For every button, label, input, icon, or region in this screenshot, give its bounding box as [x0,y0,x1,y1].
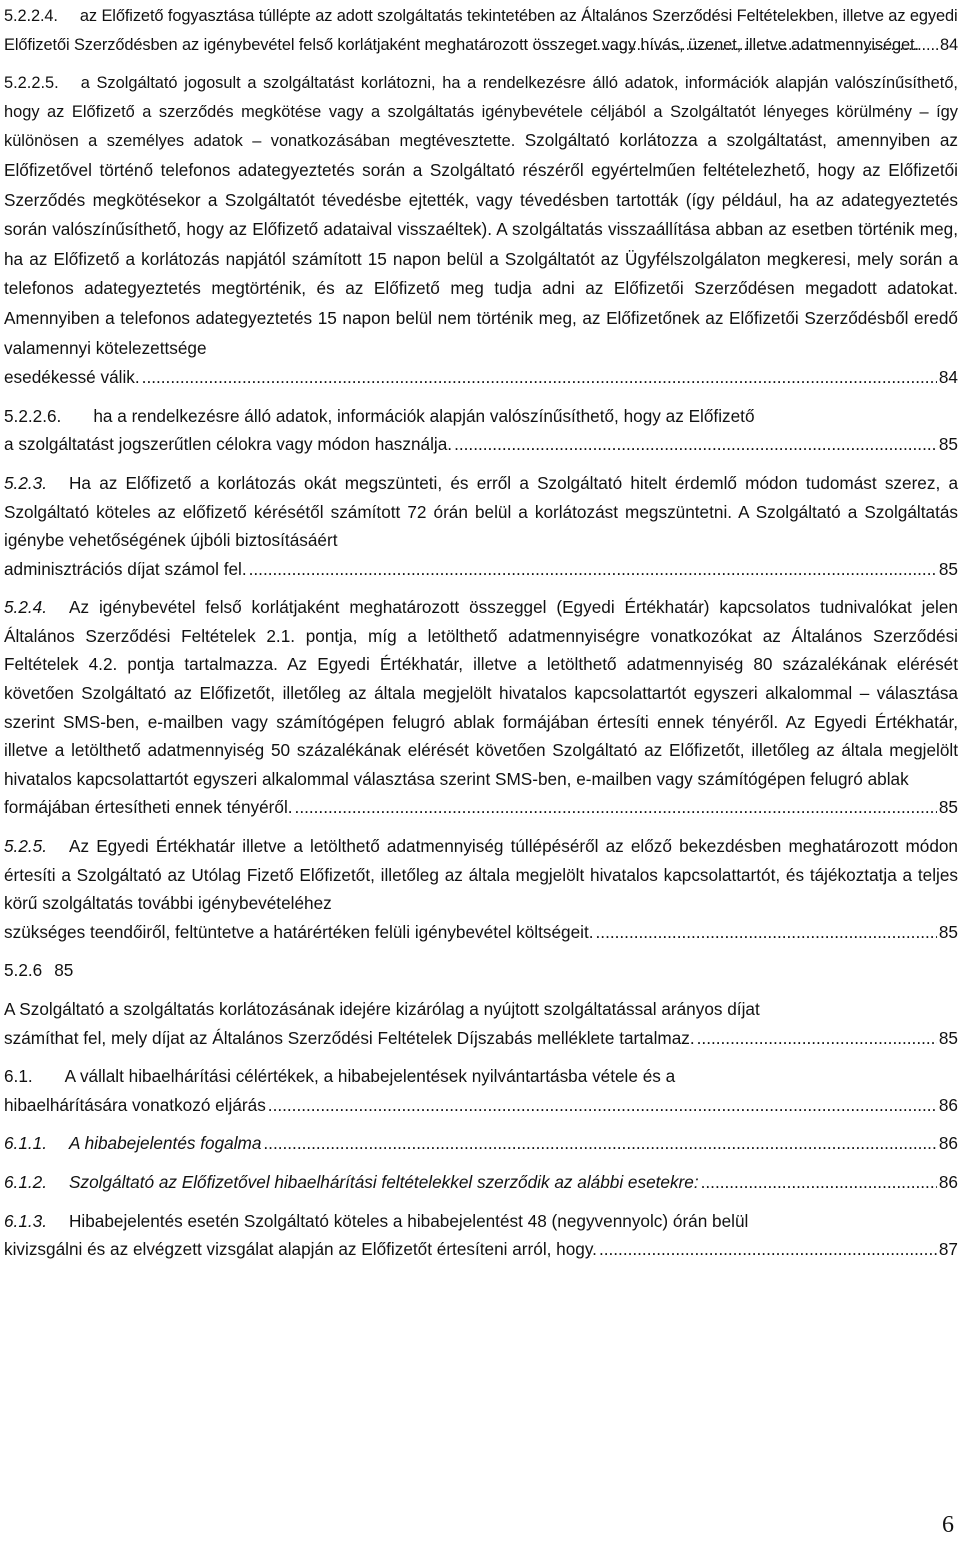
entry-page-number: 84 [939,35,958,54]
entry-text-last-line: esedékessé válik. [4,367,140,388]
toc-entry-5-2-6-text[interactable] [4,995,958,1052]
toc-entry-6-1-3[interactable] [4,1207,958,1264]
entry-number: 5.2.6 [4,960,43,981]
leader-dots [599,1235,937,1264]
entry-number: 6.1.1. [4,1133,48,1154]
leader-dots [295,793,937,822]
entry-text: A vállalt hibaelhárítási célértékek, a hibabejelentések nyilvántartásba vétele és a [64,1066,676,1087]
toc-entry-5-2-5[interactable] [4,832,958,946]
entry-text-last-line: a szolgáltatást jogszerűtlen célokra vagy módon használja. [4,434,453,455]
entry-number: 5.2.2.6. [4,405,62,426]
entry-text: Az igénybevétel felső korlátjaként meghatározott összeggel (Egyedi Értékhatár) kapcsolatos tudnivalókat jelen Általános Szerződési Feltételek 2.1. pontja, míg a letölthető adatmennyiségre vonatkozókat az Általános Szerződési Feltételek 4.2. pontja tartalmazza. Az Egyedi Értékhatár, illetve a letölthető adatmennyiség 80 százalékának elérését követően Szolgáltató az Előfizetőt, illetőleg az általa megjelölt hivatalos kapcsolattartót egyszeri alkalommal – választása szerint SMS-ben, e-mailben vagy számítógépen felugró ablak formájában értesíti ennek tényéről. Az Egyedi Értékhatár, illetve a letölthető adatmennyiség 50 százalékának elérését követően Szolgáltató az Előfizetőt, illetőleg az általa megjelölt hivatalos kapcsolattartót egyszeri alkalommal választása szerint SMS-ben, e-mailben vagy számítógépen felugró ablak [4,597,958,789]
toc-entry-5-2-2-5[interactable] [4,69,958,392]
entry-page-number: 85 [938,434,958,455]
entry-number: 6.1. [4,1066,33,1087]
entry-text-last-line: kivizsgálni és az elvégzett vizsgálat alapján az Előfizetőt értesíteni arról, hogy. [4,1239,597,1260]
entry-page-number: 86 [938,1171,958,1192]
entry-page-number: 85 [938,1027,958,1048]
entry-text-last-line: szükséges teendőiről, feltüntetve a határértéken felüli igénybevétel költségeit. [4,921,594,942]
toc-entry-5-2-2-6[interactable] [4,402,958,459]
toc-entry-5-2-6[interactable] [4,956,958,985]
entry-page-number: 85 [938,921,958,942]
entry-text: a Szolgáltató jogosult a szolgáltatást korlátozni, ha a rendelkezésre álló adatok, információk alapján valószínűsíthető, hogy az Előfizető a szerződés megkötése vagy a szolgáltatás igénybevétele céljából a Szolgáltatót lényeges körülmény – így különösen a személyes adatok – vonatkozásában megtévesztette. [4,74,958,151]
leader-dots [249,555,937,584]
entry-page-number: 86 [938,1133,958,1154]
entry-number: 5.2.3. [4,472,48,493]
entry-page-number: 87 [938,1239,958,1260]
entry-text: Az Egyedi Értékhatár illetve a letölthető adatmennyiség túllépéséről az előző bekezdésben meghatározott módon értesíti a Szolgáltató az Utólag Fizető Előfizetőt, illetőleg az általa megjelölt hivatalos kapcsolattartót, és tájékoztatja a teljes körű szolgáltatás további igénybevételéhez [4,836,958,914]
toc-entry-6-1-2[interactable] [4,1168,958,1197]
entry-number: 6.1.3. [4,1210,48,1231]
toc-entry-5-2-3[interactable] [4,469,958,583]
entry-text: Hibabejelentés esetén Szolgáltató köteles a hibabejelentést 48 (negyvennyolc) órán belül [69,1210,749,1231]
page-number: 6 [942,1512,954,1538]
leader-dots [454,430,937,459]
entry-text-continued: Szolgáltató korlátozza a szolgáltatást, amennyiben az Előfizetővel történő telefonos adategyeztetés során a Szolgáltató részéről egyértelműen feltételezhető, hogy az Előfizetői Szerződés megkötésekor a Szolgáltatót tévedésbe ejtették, vagy tévedésben tartották (így például, ha az adategyeztetés során valószínűsíthető, hogy az Előfizető adataival visszaéltek). A szolgáltatás visszaállítása abban az esetben történik meg, ha az Előfizető a korlátozás napjától számított 15 napon belül a Szolgáltatót az Ügyfélszolgálaton megkeresi, mely során a telefonos adategyeztetés megtörténik, és az Előfizető meg tudja adni az Előfizetői Szerződésen megadott adatokat. Amennyiben a telefonos adategyeztetés 15 napon belül nem történik meg, az Előfizetőnek az Előfizetői Szerződésből eredő valamennyi kötelezettsége [4,130,959,358]
toc-entry-5-2-2-4[interactable] [4,2,958,59]
leader-dots [268,1091,937,1120]
entry-number: 6.1.2. [4,1171,48,1192]
entry-page-number: 85 [938,558,958,579]
toc-entry-6-1[interactable] [4,1062,958,1119]
entry-text-last-line: számíthat fel, mely díjat az Általános Szerződési Feltételek Díjszabás melléklete tartalmaz. [4,1027,695,1048]
entry-text-last-line: formájában értesítheti ennek tényéről. [4,797,293,818]
toc-entry-5-2-4[interactable] [4,593,958,822]
leader-dots [583,31,938,60]
leader-dots [697,1024,937,1053]
entry-text-last-line: hibaelhárítására vonatkozó eljárás [4,1094,266,1115]
entry-text: Ha az Előfizető a korlátozás okát megszünteti, és erről a Szolgáltató hitelt érdemlő módon tudomást szerez, a Szolgáltató köteles az előfizető kérésétől számított 72 órán belül a korlátozást megszüntetni. A Szolgáltató a Szolgáltatás igénybe vehetőségének újbóli biztosításáért [4,472,958,551]
leader-dots [142,363,937,392]
entry-number: 5.2.2.5. [4,74,59,93]
entry-text: ha a rendelkezésre álló adatok, információk alapján valószínűsíthető, hogy az Előfizető [93,405,755,426]
leader-dots [263,1129,936,1158]
leader-dots [701,1168,937,1197]
entry-page-number: 85 [938,797,958,818]
entry-text: A Szolgáltató a szolgáltatás korlátozásának idejére kizárólag a nyújtott szolgáltatással arányos díjat [4,999,760,1019]
entry-text: Szolgáltató az Előfizetővel hibaelhárítási feltételekkel szerződik az alábbi esetekre: [69,1171,699,1192]
leader-dots [596,918,937,947]
entry-number: 5.2.4. [4,597,48,618]
entry-page-number: 84 [938,367,958,388]
entry-page-number: 85 [54,960,74,981]
entry-text: A hibabejelentés fogalma [69,1133,262,1154]
toc-entry-6-1-1[interactable] [4,1129,958,1158]
entry-page-number: 86 [938,1094,958,1115]
table-of-contents [4,2,958,1274]
entry-text-last-line: adminisztrációs díjat számol fel. [4,558,247,579]
entry-text: az Előfizető fogyasztása túllépte az adott szolgáltatás tekintetében az Általános Szerződési Feltételekben, illetve az egyedi Előfizetői Szerződésben az igénybevétel felső korlátjaként meghatározott összeget vagy hívás, üzenet, illetve adatmennyiséget. [4,7,958,54]
entry-number: 5.2.2.4. [4,7,58,25]
entry-number: 5.2.5. [4,836,48,857]
